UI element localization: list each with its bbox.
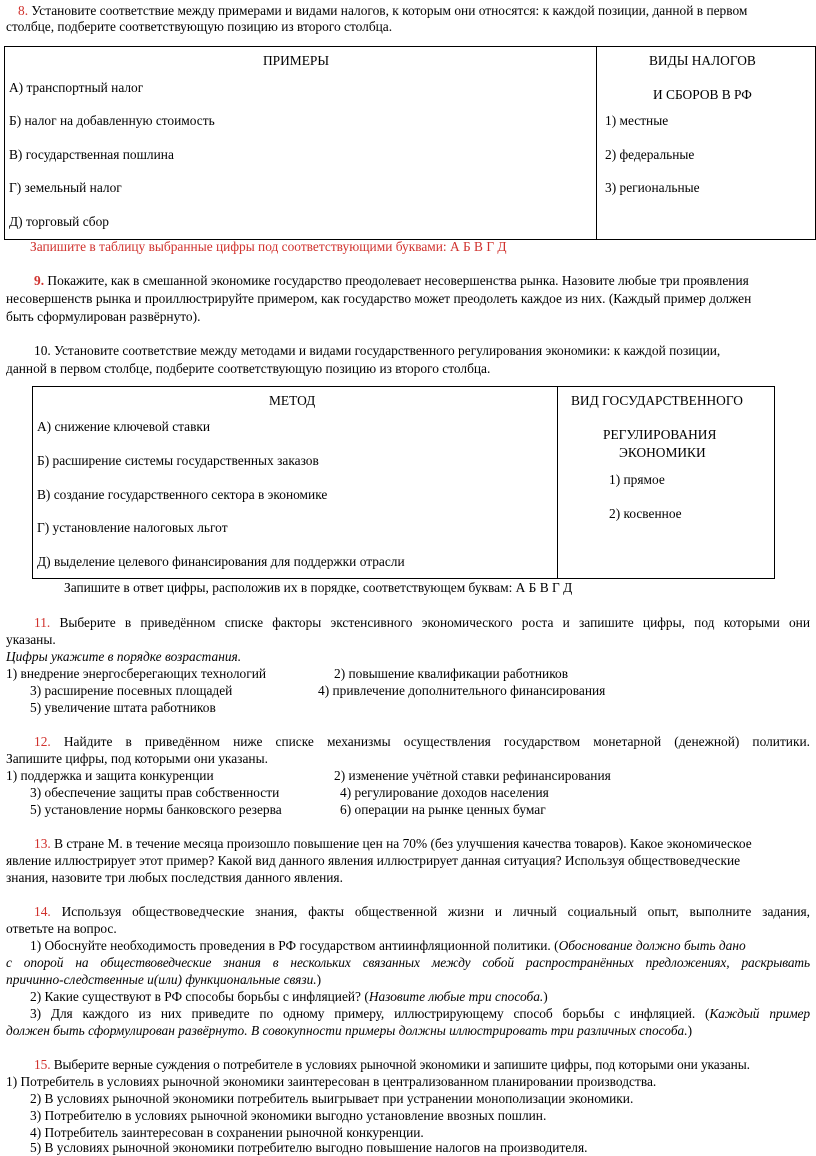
q8-left-item: Г) земельный налог [9,180,122,195]
q10-line1: 10. Установите соответствие между методами и видами государственного регулирования экономики: к каждой позиции, [34,343,721,358]
q10-left-item: Б) расширение системы государственных заказов [37,453,319,468]
q8-line2: столбце, подберите соответствующую позицию из второго столбца. [6,19,393,34]
q11-item: 3) расширение посевных площадей [30,683,233,698]
q9-line2: несовершенств рынка и проиллюстрируйте примером, как государство может преодолеть каждое из них. (Каждый пример должен [6,291,752,306]
q9-number: 9. [34,273,45,288]
q12-line2: Запишите цифры, под которыми они указаны. [6,751,268,766]
q12-item: 2) изменение учётной ставки рефинансирования [334,768,611,783]
q12-number: 12. [34,734,51,749]
q8-table [4,46,816,240]
q15-item: 1) Потребитель в условиях рыночной экономики заинтересован в централизованном планировании производства. [6,1074,657,1089]
q10-right-item: 1) прямое [609,472,665,487]
q13-number: 13. [34,836,51,851]
q11-number: 11. [34,615,51,630]
q11-item: 2) повышение квалификации работников [334,666,569,681]
q10-left-item: А) снижение ключевой ставки [37,419,211,434]
q11-line1: 11. Выберите в приведённом списке факторы экстенсивного экономического роста и запишите цифры, под которыми они [34,615,810,630]
q8-left-header: ПРИМЕРЫ [263,53,329,68]
q15-item: 3) Потребителю в условиях рыночной экономики выгодно установление ввозных пошлин. [30,1108,547,1123]
q8-right-header-1: ВИДЫ НАЛОГОВ [649,53,756,68]
q8-left-item: А) транспортный налог [9,80,144,95]
q8-answer-prompt: Запишите в таблицу выбранные цифры под соответствующими буквами: А Б В Г Д [30,239,507,254]
q10-number: 10. [34,343,51,358]
q8-right-item: 3) региональные [605,180,700,195]
q12-item: 1) поддержка и защита конкуренции [6,768,214,783]
q12-item: 3) обеспечение защиты прав собственности [30,785,280,800]
q10-right-header-1: ВИД ГОСУДАРСТВЕННОГО [571,393,743,408]
q8-left-item: Д) торговый сбор [9,214,110,229]
q14-task1-line1: 1) Обоснуйте необходимость проведения в РФ государством антиинфляционной политики. (Обоснование должно быть дано [30,938,746,953]
q15-item: 4) Потребитель заинтересован в сохранении рыночной конкуренции. [30,1125,424,1140]
q10-table [32,386,775,579]
q8-right-item: 2) федеральные [605,147,695,162]
q10-left-header: МЕТОД [269,393,316,408]
q10-answer-prompt: Запишите в ответ цифры, расположив их в порядке, соответствующем буквам: А Б В Г Д [64,580,573,595]
q13-line3: знания, назовите три любых последствия данного явления. [6,870,343,885]
q14-line2: ответьте на вопрос. [6,921,117,936]
q14-line1: 14. Используя обществоведческие знания, факты общественной жизни и личный социальный опыт, выполните задания, [34,904,811,919]
q10-left-item: Г) установление налоговых льгот [37,520,228,535]
q8-line1: 8. Установите соответствие между примерами и видами налогов, к которым они относятся: к каждой позиции, данной в первом [18,3,748,18]
q8-number: 8. [18,3,29,18]
q14-task3-line2: должен быть сформулирован развёрнуто. В совокупности примеры должны иллюстрировать три различных способа.) [6,1023,693,1038]
q8-right-header-2: И СБОРОВ В РФ [653,87,752,102]
q15-number: 15. [34,1057,51,1072]
q15-line1: 15. Выберите верные суждения о потребителе в условиях рыночной экономики и запишите цифры, под которыми они указаны. [34,1057,750,1072]
q11-item: 4) привлечение дополнительного финансирования [318,683,606,698]
q10-right-header-3: ЭКОНОМИКИ [619,445,706,460]
q10-right-header-2: РЕГУЛИРОВАНИЯ [603,427,717,442]
q10-left-item: Д) выделение целевого финансирования для поддержки отрасли [37,554,405,569]
q14-task1-line2: с опорой на обществоведческие знания в нескольких связанных между собой распространённых предложениях, раскрывать [6,955,810,970]
q11-instruction: Цифры укажите в порядке возрастания. [6,649,242,664]
q12-item: 5) установление нормы банковского резерва [30,802,282,817]
q13-line2: явление иллюстрирует этот пример? Какой вид данного явления иллюстрирует данная ситуация? Используя обществоведческие [6,853,741,868]
q14-task1-line3: причинно-следственные и(или) функциональные связи.) [6,972,322,987]
q8-right-item: 1) местные [605,113,669,128]
q12-item: 4) регулирование доходов населения [340,785,549,800]
q14-number: 14. [34,904,51,919]
q11-item: 1) внедрение энергосберегающих технологий [6,666,267,681]
q8-left-item: Б) налог на добавленную стоимость [9,113,215,128]
q12-line1: 12. Найдите в приведённом ниже списке механизмы осуществления государством монетарной (денежной) политики. [34,734,810,749]
q9-line1: 9. Покажите, как в смешанной экономике государство преодолевает несовершенства рынка. Назовите любые три проявления [34,273,749,288]
q15-item: 2) В условиях рыночной экономики потребитель выигрывает при устранении монополизации экономики. [30,1091,634,1106]
q8-left-item: В) государственная пошлина [9,147,174,162]
q15-item: 5) В условиях рыночной экономики потребителю выгодно повышение налогов на производителя. [30,1140,588,1155]
q14-task3-line1: 3) Для каждого из них приведите по одному примеру, иллюстрирующему способ борьбы с инфляцией. (Каждый пример [30,1006,810,1021]
q11-item: 5) увеличение штата работников [30,700,216,715]
q13-line1: 13. В стране М. в течение месяца произошло повышение цен на 70% (без улучшения качества товаров). Какое экономическое [34,836,752,851]
q12-item: 6) операции на рынке ценных бумаг [340,802,546,817]
q11-line2: указаны. [6,632,56,647]
q10-right-item: 2) косвенное [609,506,682,521]
q14-task2: 2) Какие существуют в РФ способы борьбы с инфляцией? (Назовите любые три способа.) [30,989,548,1004]
q10-line2: данной в первом столбце, подберите соответствующую позицию из второго столбца. [6,361,491,376]
q9-line3: быть сформулирован развёрнуто). [6,309,201,324]
q10-left-item: В) создание государственного сектора в экономике [37,487,328,502]
